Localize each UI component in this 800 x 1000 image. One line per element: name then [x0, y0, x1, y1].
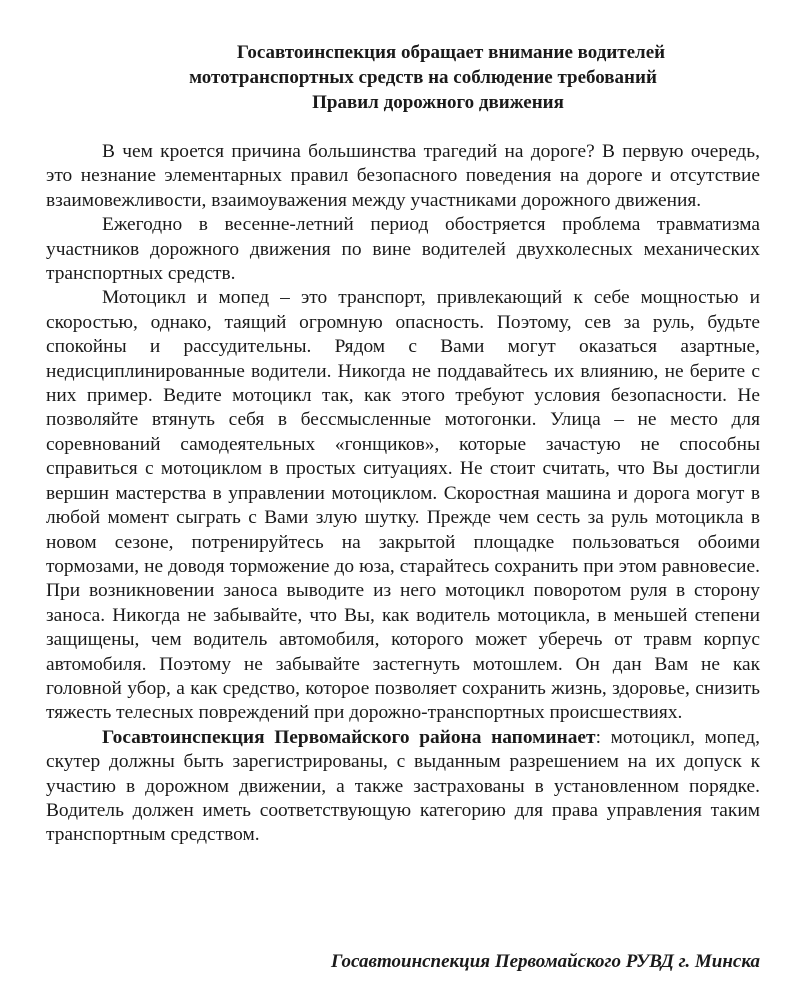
- reminder-text: : мотоцикл, мопед, скутер должны быть зарегистрированы, с выданным разрешением на их допуск к участию в дорожном движении, а также застрахованы в установленном порядке. Водитель должен иметь соответствующую категорию для права управления таким транспортным средством.: [46, 726, 760, 846]
- title-line-1: Госавтоинспекция обращает внимание водителей: [236, 42, 666, 63]
- title-line-3: Правил дорожного движения: [312, 92, 564, 113]
- paragraph-motorcycle-safety: Мотоцикл и мопед – это транспорт, привлекающий к себе мощностью и скоростью, однако, таящий огромную опасность. Поэтому, сев за руль, будьте спокойны и рассудительны. Рядом с Вами могут оказаться азартные, недисциплинированные водители. Никогда не поддавайтесь их влиянию, не берите с них пример. Ведите мотоцикл так, как этого требуют условия безопасности. Не позволяйте втянуть себя в бессмысленные мотогонки. Улица – не место для соревнований самодеятельных «гонщиков», которые зачастую не способны справиться с мотоциклом в простых ситуациях. Не стоит считать, что Вы достигли вершин мастерства в управлении мотоциклом. Скоростная машина и дорога могут в любой момент сыграть с Вами злую шутку. Прежде чем сесть за руль мотоцикла в новом сезоне, потренируйтесь на закрытой площадке пользоваться обоими тормозами, не доводя торможение до юза, старайтесь сохранить при этом равновесие. При возникновении заноса выводите из него мотоцикл поворотом руля в сторону заноса. Никогда не забывайте, что Вы, как водитель мотоцикла, в меньшей степени защищены, чем водитель автомобиля, которого может уберечь от травм корпус автомобиля. Поэтому не забывайте застегнуть мотошлем. Он дан Вам не как головной убор, а как средство, которое позволяет сохранить жизнь, здоровье, снизить тяжесть телесных повреждений при дорожно-транспортных происшествиях.: [46, 287, 760, 724]
- paragraph-reminder: [46, 726, 760, 848]
- document-title: [46, 40, 760, 115]
- paragraph-seasonal-problem: Ежегодно в весенне-летний период обостряется проблема травматизма участников дорожного движения по вине водителей двухколесных механических транспортных средств.: [46, 214, 760, 285]
- paragraph-causes: В чем кроется причина большинства трагедий на дороге? В первую очередь, это незнание элементарных правил безопасного поведения на дороге и отсутствие взаимовежливости, взаимоуважения между участниками дорожного движения.: [46, 141, 760, 211]
- title-line-2: мототранспортных средств на соблюдение требований: [189, 67, 657, 88]
- signature: Госавтоинспекция Первомайского РУВД г. Минска: [331, 951, 760, 972]
- reminder-lead: Госавтоинспекция Первомайского района напоминает: [102, 726, 596, 748]
